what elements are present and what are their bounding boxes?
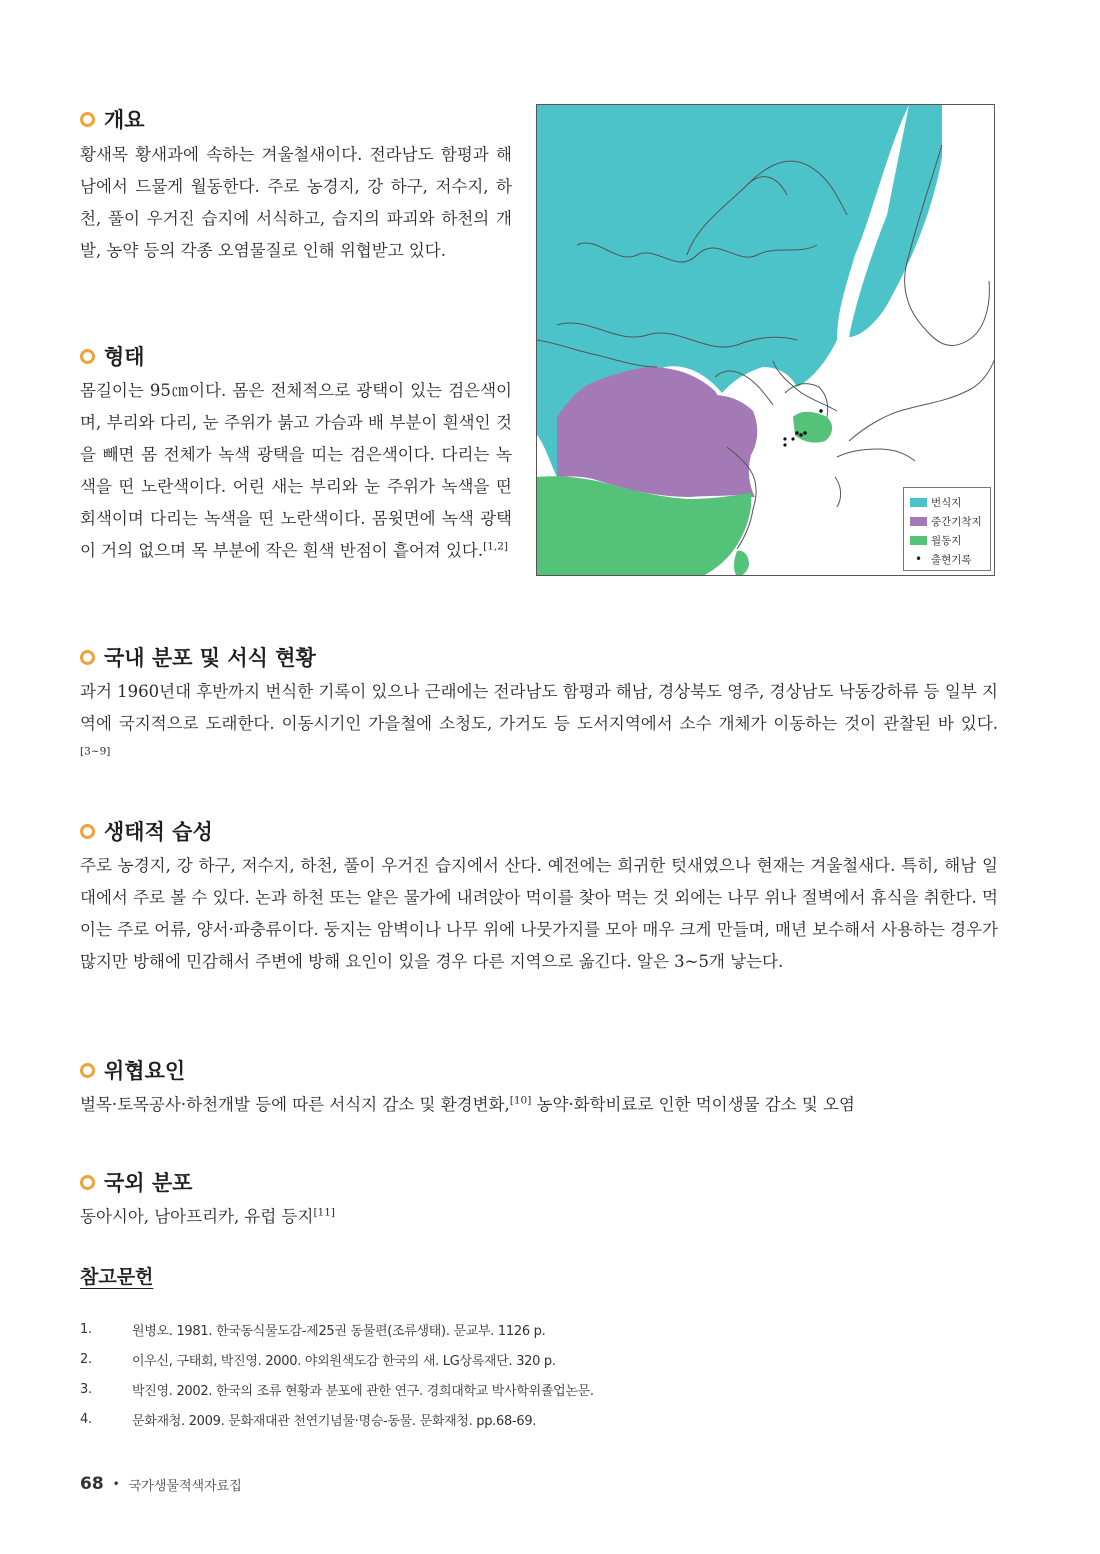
record-dot [783, 437, 786, 440]
wintering-korea [793, 412, 832, 443]
section-title-threats [80, 1055, 185, 1085]
reference-item [80, 1404, 1000, 1434]
domestic-text: 과거 1960년대 후반까지 번식한 기록이 있으나 근래에는 전라남도 함평과 해남, 경상북도 영주, 경상남도 낙동강하류 등 일부 지역에 국지적으로 도래한다. 이동시기인 가을철에 소청도, 가거도 등 도서지역에서 소수 개체가 이동하는 것이 관찰된 바 있다. [80, 682, 998, 733]
record-dot [795, 431, 799, 435]
section-title-text: 형태 [104, 345, 145, 369]
threats-paragraph [80, 1089, 998, 1121]
legend-item-stopover [910, 512, 990, 531]
morphology-paragraph [80, 375, 512, 567]
orange-ring-bullet-icon [80, 349, 95, 364]
distribution-map [536, 104, 995, 576]
section-title-ecology [80, 816, 213, 846]
reference-text: 문화재청. 2009. 문화재대관 천연기념물·명승-동물. 문화재청. pp.68-69. [132, 1413, 537, 1429]
legend-item-breeding [910, 493, 990, 512]
reference-number: 2. [80, 1351, 92, 1367]
record-dot-icon: • [914, 552, 923, 566]
domestic-paragraph [80, 676, 998, 772]
legend-swatch [910, 517, 927, 526]
orange-ring-bullet-icon [80, 1063, 95, 1078]
reference-number: 4. [80, 1411, 92, 1427]
page-footer [80, 1474, 242, 1494]
foreign-text: 동아시아, 남아프리카, 유럽 등지 [80, 1207, 314, 1226]
record-dot [819, 409, 823, 413]
section-title-text: 생태적 습성 [104, 820, 213, 844]
legend-item-wintering [910, 531, 990, 550]
section-title-domestic [80, 642, 316, 672]
overview-paragraph: 황새목 황새과에 속하는 겨울철새이다. 전라남도 함평과 해남에서 드물게 월동한다. 주로 농경지, 강 하구, 저수지, 하천, 풀이 우거진 습지에 서식하고, 습지의 파괴와 하천의 개발, 농약 등의 각종 오염물질로 인해 위협받고 있다. [80, 145, 512, 260]
foreign-paragraph [80, 1201, 998, 1233]
references-title: 참고문헌 [80, 1266, 154, 1288]
reference-number: 3. [80, 1381, 92, 1397]
reference-item [80, 1374, 1000, 1404]
section-title-morphology [80, 341, 145, 371]
citation: [1,2] [483, 540, 509, 553]
legend-label: 번식지 [931, 497, 962, 509]
reference-text: 박진영. 2002. 한국의 조류 현황과 분포에 관한 연구. 경희대학교 박사학위졸업논문. [132, 1383, 594, 1399]
section-title-text: 국내 분포 및 서식 현황 [104, 646, 316, 670]
reference-text: 원병오. 1981. 한국동식물도감-제25권 동물편(조류생태). 문교부. 1126 p. [132, 1323, 546, 1339]
record-dot [791, 437, 794, 440]
record-dot [783, 443, 786, 446]
citation: [3~9] [80, 745, 111, 758]
reference-text: 이우신, 구태회, 박진영. 2000. 야외원색도감 한국의 새. LG상록재단. 320 p. [132, 1353, 556, 1369]
legend-item-record [910, 550, 990, 569]
threats-text-a: 벌목·토목공사·하천개발 등에 따른 서식지 감소 및 환경변화, [80, 1095, 510, 1114]
section-title-overview [80, 104, 145, 134]
section-title-foreign [80, 1167, 192, 1197]
record-dot [803, 431, 807, 435]
morphology-text: 몸길이는 95㎝이다. 몸은 전체적으로 광택이 있는 검은색이며, 부리와 다리, 눈 주위가 붉고 가슴과 배 부분이 흰색인 것을 빼면 몸 전체가 녹색 광택을 띠는 검은색이다. 다리는 녹색을 띤 노란색이다. 어린 새는 부리와 눈 주위가 녹색을 띤 회색이며 다리는 녹색을 띤 노란색이다. 몸윗면에 녹색 광택이 거의 없으며 목 부분에 작은 흰색 반점이 흩어져 있다. [80, 381, 512, 560]
reference-number: 1. [80, 1321, 92, 1337]
section-title-text: 위협요인 [104, 1059, 186, 1083]
orange-ring-bullet-icon [80, 112, 95, 127]
threats-text-b: 농약·화학비료로 인한 먹이생물 감소 및 오염 [531, 1095, 855, 1114]
legend-label: 중간기착지 [931, 516, 982, 528]
reference-item [80, 1314, 1000, 1344]
references-list [80, 1314, 1000, 1434]
section-title-text: 국외 분포 [104, 1171, 193, 1195]
legend-swatch [910, 536, 927, 545]
book-title: 국가생물적색자료집 [128, 1478, 242, 1494]
citation: [10] [509, 1094, 532, 1107]
legend-label: 출현기록 [931, 554, 972, 566]
page-number: 68 [80, 1474, 104, 1494]
reference-item [80, 1344, 1000, 1374]
wintering-taiwan [734, 551, 749, 576]
map-legend [903, 487, 991, 571]
legend-label: 월동지 [931, 535, 962, 547]
orange-ring-bullet-icon [80, 1175, 95, 1190]
citation: [11] [313, 1206, 335, 1219]
section-title-text: 개요 [104, 108, 145, 132]
legend-swatch [910, 498, 927, 507]
record-dot [799, 433, 803, 437]
orange-ring-bullet-icon [80, 650, 95, 665]
orange-ring-bullet-icon [80, 824, 95, 839]
footer-separator: • [112, 1477, 120, 1491]
ecology-paragraph: 주로 농경지, 강 하구, 저수지, 하천, 풀이 우거진 습지에서 산다. 예전에는 희귀한 텃새였으나 현재는 겨울철새다. 특히, 해남 일대에서 주로 볼 수 있다. 논과 하천 또는 얕은 물가에 내려앉아 먹이를 찾아 먹는 것 외에는 나무 위나 절벽에서 휴식을 취한다. 먹이는 주로 어류, 양서·파충류이다. 둥지는 암벽이나 나무 위에 나뭇가지를 모아 매우 크게 만들며, 매년 보수해서 사용하는 경우가 많지만 방해에 민감해서 주변에 방해 요인이 있을 경우 다른 지역으로 옮긴다. 알은 3~5개 낳는다. [80, 856, 998, 971]
